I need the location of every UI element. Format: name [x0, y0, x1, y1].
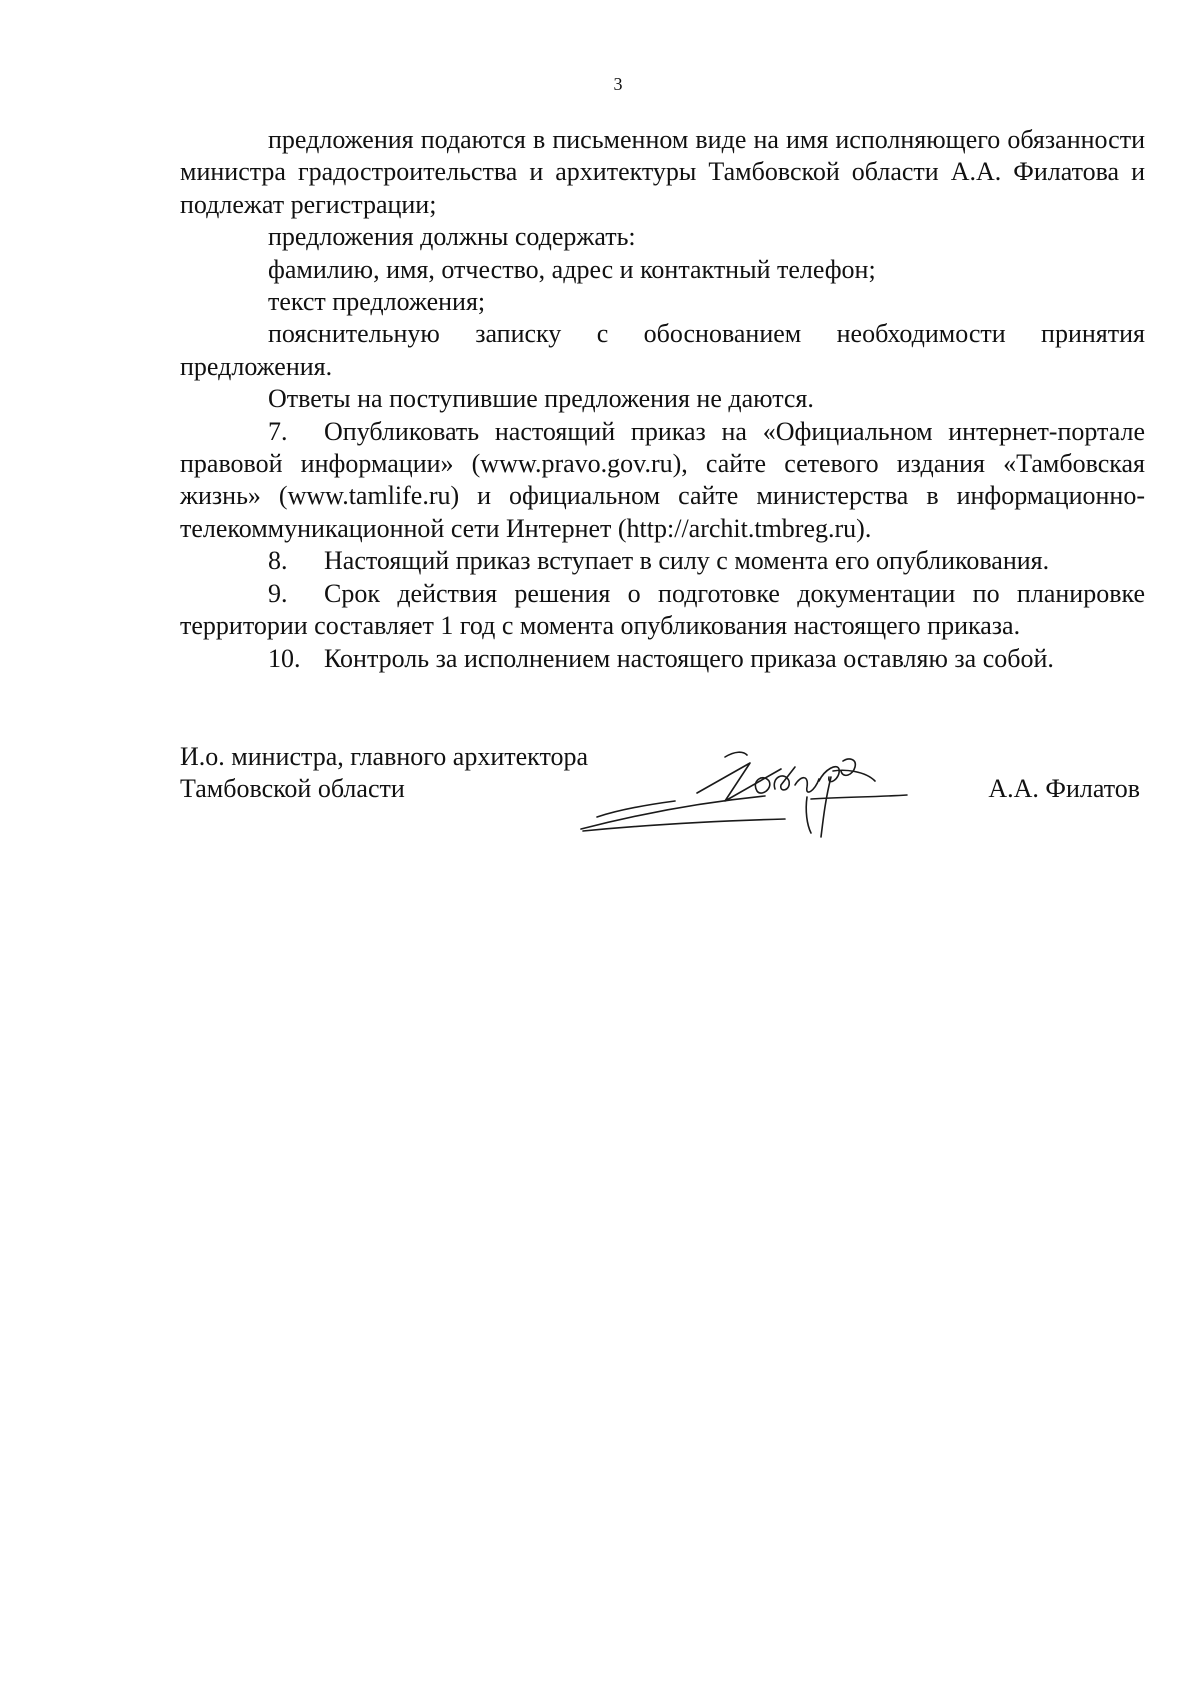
clause-9 — [180, 578, 1145, 643]
signatory-role-line: И.о. министра, главного архитектора — [180, 742, 589, 771]
clause-8 — [180, 545, 1145, 577]
signatory-name: А.А. Филатов — [988, 774, 1140, 803]
clause-number: 9. — [268, 578, 288, 608]
page-number: 3 — [613, 74, 623, 94]
paragraph-contents-note: пояснительную записку с обоснованием необходимости принятия предложения. — [180, 319, 1145, 381]
clause-text: Срок действия решения о подготовке документации по планировке территории составляет 1 год с момента опубликования настоящего приказа. — [180, 578, 1145, 641]
clause-text: Настоящий приказ вступает в силу с момента его опубликования. — [324, 546, 1050, 576]
paragraph-contents-name: фамилию, имя, отчество, адрес и контактный телефон; — [268, 254, 876, 284]
clause-7 — [180, 416, 1145, 546]
document-body — [180, 124, 1145, 675]
signature-block — [180, 741, 1140, 861]
clause-text: Опубликовать настоящий приказ на «Официальном интернет-портале правовой информации» (www.pravo.gov.ru), сайте сетевого издания «Тамбовская жизнь» (www.tamlife.ru) и официальном сайте министерства в информационно-телекоммуникационной сети Интернет (http://archit.tmbreg.ru). — [180, 416, 1145, 543]
paragraph-contents-text: текст предложения; — [268, 287, 486, 317]
paragraph-contents-intro: предложения должны содержать: — [268, 222, 636, 252]
clause-number: 8. — [268, 546, 288, 576]
clause-10 — [180, 643, 1145, 675]
paragraph-no-replies: Ответы на поступившие предложения не даются. — [268, 384, 814, 414]
handwritten-signature — [575, 741, 915, 851]
signatory-role-line: Тамбовской области — [180, 774, 405, 803]
clause-number: 7. — [268, 416, 288, 446]
clause-text: Контроль за исполнением настоящего приказа оставляю за собой. — [324, 643, 1054, 673]
paragraph-submission-form: предложения подаются в письменном виде на имя исполняющего обязанности министра градостроительства и архитектуры Тамбовской области А.А. Филатова и подлежат регистрации; — [180, 125, 1145, 219]
clause-number: 10. — [268, 643, 301, 673]
